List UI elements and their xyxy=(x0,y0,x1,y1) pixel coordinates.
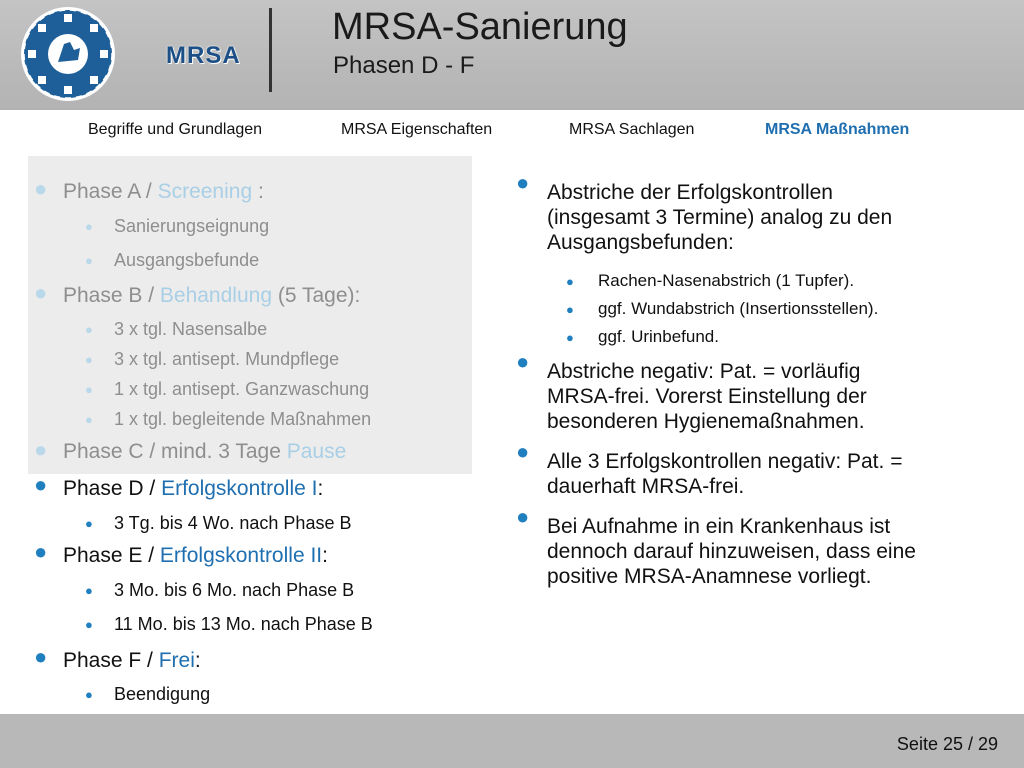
nav-item-eigenschaften[interactable]: MRSA Eigenschaften xyxy=(341,121,493,138)
phase-f-heading xyxy=(63,649,201,673)
text-line: positive MRSA-Anamnese vorliegt. xyxy=(547,565,872,588)
right-paragraph-1 xyxy=(547,180,892,255)
right-paragraph-2 xyxy=(547,359,867,434)
phase-e-highlight: Erfolgskontrolle II xyxy=(159,544,323,567)
list-item: Ausgangsbefunde xyxy=(114,250,260,270)
list-item: 3 Mo. bis 6 Mo. nach Phase B xyxy=(114,580,355,600)
phase-a-suffix: : xyxy=(252,180,264,203)
text-line: besonderen Hygienemaßnahmen. xyxy=(547,410,865,433)
text-line: dennoch darauf hinzuweisen, dass eine xyxy=(547,540,916,563)
sub-bullet-icon: ● xyxy=(85,516,93,531)
phase-d-heading xyxy=(63,477,323,501)
list-item: Sanierungseignung xyxy=(114,216,270,236)
phase-f-highlight: Frei xyxy=(158,649,195,672)
phase-a-heading xyxy=(63,180,264,204)
list-item: 3 Tg. bis 4 Wo. nach Phase B xyxy=(114,513,352,533)
phase-b-prefix: Phase B / xyxy=(63,284,160,307)
sub-bullet-icon: ● xyxy=(85,219,93,234)
nav-item-massnahmen[interactable]: MRSA Maßnahmen xyxy=(765,121,910,138)
sub-bullet-icon: ● xyxy=(566,330,574,345)
list-item: 3 x tgl. Nasensalbe xyxy=(114,319,268,339)
page-title: MRSA-Sanierung xyxy=(332,6,628,48)
phase-c-highlight: Pause xyxy=(286,440,347,463)
bullet-icon: ● xyxy=(34,539,48,564)
phase-c-heading xyxy=(63,440,346,464)
right-paragraph-4 xyxy=(547,514,916,589)
sub-bullet-icon: ● xyxy=(85,253,93,268)
bullet-icon: ● xyxy=(34,437,48,462)
list-item: Beendigung xyxy=(114,684,211,704)
sub-bullet-icon: ● xyxy=(85,352,93,367)
phase-e-heading xyxy=(63,544,328,568)
phase-b-highlight: Behandlung xyxy=(159,284,272,307)
list-item: 3 x tgl. antisept. Mundpflege xyxy=(114,349,340,369)
right-paragraph-3 xyxy=(547,449,902,499)
text-line: Bei Aufnahme in ein Krankenhaus ist xyxy=(547,515,891,538)
bullet-icon: ● xyxy=(516,504,530,529)
page-subtitle: Phasen D - F xyxy=(333,52,475,79)
phase-f-suffix: : xyxy=(194,649,201,672)
phase-d-prefix: Phase D / xyxy=(63,477,162,500)
page-counter: Seite 25 / 29 xyxy=(896,734,998,754)
list-item: 11 Mo. bis 13 Mo. nach Phase B xyxy=(114,614,373,634)
phase-e-prefix: Phase E / xyxy=(63,544,160,567)
section-nav xyxy=(0,110,1024,150)
brand-label: MRSA xyxy=(166,42,241,69)
nav-item-sachlagen[interactable]: MRSA Sachlagen xyxy=(569,121,695,138)
phase-a-prefix: Phase A / xyxy=(63,180,158,203)
phase-c-prefix: Phase C / mind. 3 Tage xyxy=(63,440,287,463)
sub-bullet-icon: ● xyxy=(85,583,93,598)
bullet-icon: ● xyxy=(516,439,530,464)
text-line: Alle 3 Erfolgskontrollen negativ: Pat. = xyxy=(547,450,903,473)
sub-bullet-icon: ● xyxy=(85,382,93,397)
phase-d-suffix: : xyxy=(317,477,324,500)
sub-bullet-icon: ● xyxy=(566,302,574,317)
phase-b-heading xyxy=(63,284,360,308)
header-bar xyxy=(0,0,1024,110)
phase-d-highlight: Erfolgskontrolle I xyxy=(161,477,318,500)
sub-bullet-icon: ● xyxy=(85,617,93,632)
bullet-icon: ● xyxy=(516,170,530,195)
bullet-icon: ● xyxy=(34,472,48,497)
phase-f-prefix: Phase F / xyxy=(63,649,159,672)
header-divider xyxy=(269,8,272,92)
bullet-icon: ● xyxy=(34,280,48,305)
sub-bullet-icon: ● xyxy=(566,274,574,289)
text-line: (insgesamt 3 Termine) analog zu den xyxy=(547,206,893,229)
text-line: Abstriche der Erfolgskontrollen xyxy=(547,181,833,204)
list-item: ggf. Urinbefund. xyxy=(598,327,719,346)
phase-e-suffix: : xyxy=(322,544,328,567)
bullet-icon: ● xyxy=(34,644,48,669)
list-item: 1 x tgl. begleitende Maßnahmen xyxy=(114,409,372,429)
text-line: Ausgangsbefunden: xyxy=(547,231,734,254)
sub-bullet-icon: ● xyxy=(85,687,93,702)
bullet-icon: ● xyxy=(516,349,530,374)
nav-item-grundlagen[interactable]: Begriffe und Grundlagen xyxy=(88,121,263,138)
phase-b-suffix: (5 Tage): xyxy=(272,284,361,307)
text-line: dauerhaft MRSA-frei. xyxy=(547,475,745,498)
phase-a-highlight: Screening xyxy=(157,180,253,203)
text-line: MRSA-frei. Vorerst Einstellung der xyxy=(547,385,867,408)
footer-bar xyxy=(0,714,1024,768)
list-item: ggf. Wundabstrich (Insertionsstellen). xyxy=(598,299,879,318)
list-item: Rachen-Nasenabstrich (1 Tupfer). xyxy=(598,271,855,290)
bullet-icon: ● xyxy=(34,176,48,201)
list-item: 1 x tgl. antisept. Ganzwaschung xyxy=(114,379,370,399)
sub-bullet-icon: ● xyxy=(85,322,93,337)
sub-bullet-icon: ● xyxy=(85,412,93,427)
mrsa-logo-icon xyxy=(18,4,118,104)
text-line: Abstriche negativ: Pat. = vorläufig xyxy=(547,360,861,383)
